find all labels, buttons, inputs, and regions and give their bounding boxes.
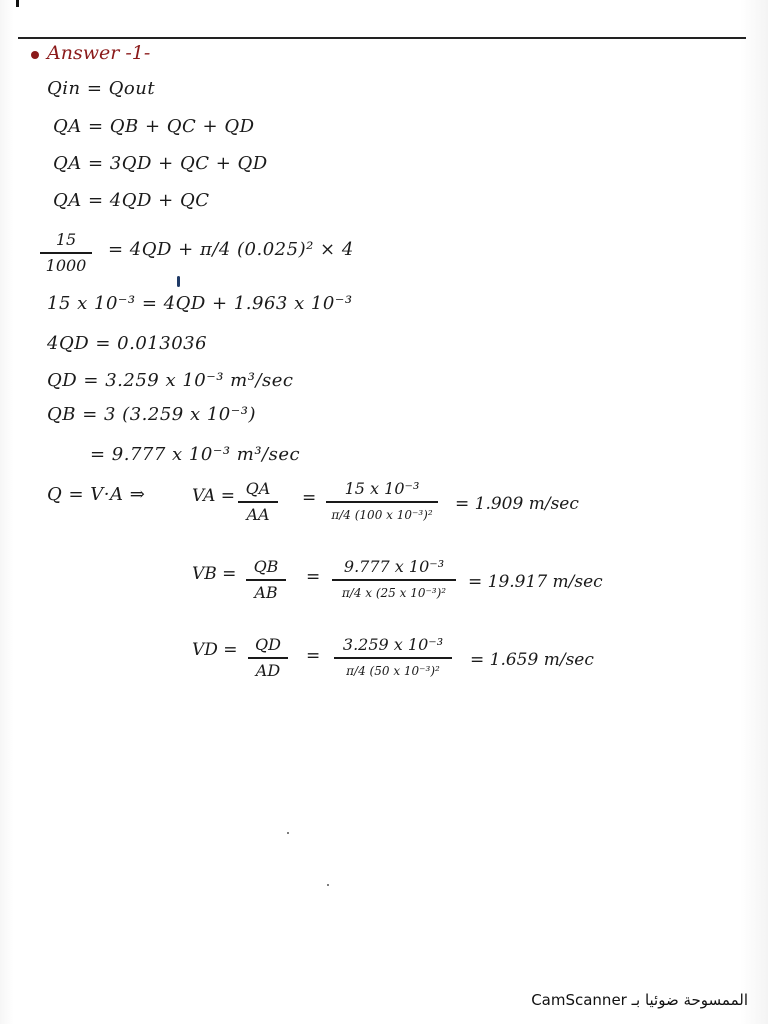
equals-sign: =: [306, 646, 321, 666]
fraction-numerator: QD: [255, 635, 281, 654]
velocity-fraction-numeric: [334, 634, 452, 682]
flow-equation-rhs: = 4QD + π/4 (0.025)² × 4: [108, 239, 354, 260]
fraction-bar: [326, 501, 438, 503]
step-line: 15 x 10⁻³ = 4QD + 1.963 x 10⁻³: [47, 293, 353, 314]
velocity-lhs: VB =: [192, 564, 237, 584]
bullet-icon: [31, 51, 39, 59]
fraction-bar: [248, 657, 288, 659]
fraction-bar: [246, 579, 286, 581]
fraction-denominator: 1000: [45, 255, 87, 275]
equals-sign: =: [302, 488, 317, 508]
step-line: QA = 3QD + QC + QD: [53, 153, 268, 174]
step-line: QA = 4QD + QC: [53, 190, 210, 211]
velocity-result: = 19.917 m/sec: [468, 572, 603, 592]
velocity-fraction-symbolic: [248, 634, 288, 682]
step-line: = 9.777 x 10⁻³ m³/sec: [90, 444, 301, 465]
fraction-bar: [238, 501, 278, 503]
velocity-fraction-symbolic: [238, 478, 278, 526]
velocity-fraction-symbolic: [246, 556, 286, 604]
fraction-denominator: π/4 x (25 x 10⁻³)²: [341, 585, 447, 600]
equals-sign: =: [306, 567, 321, 587]
step-line: QB = 3 (3.259 x 10⁻³): [47, 404, 256, 425]
header-rule: [18, 37, 746, 39]
corner-mark: [16, 0, 19, 7]
velocity-lhs: VD =: [192, 640, 238, 660]
step-line: 4QD = 0.013036: [47, 333, 208, 354]
step-line: Qin = Qout: [47, 78, 156, 99]
fraction-bar: [334, 657, 452, 659]
flow-fraction: [40, 229, 92, 277]
fraction-numerator: QB: [253, 557, 279, 576]
fraction-bar: [332, 579, 456, 581]
fraction-numerator: QA: [245, 479, 271, 498]
fraction-numerator: 9.777 x 10⁻³: [343, 557, 445, 576]
scanner-watermark: CamScanner الممسوحة ضوئيا بـ: [531, 991, 748, 1009]
step-line: QA = QB + QC + QD: [53, 116, 255, 137]
fraction-numerator: 3.259 x 10⁻³: [342, 635, 444, 654]
answer-title: Answer -1-: [47, 42, 151, 64]
continuity-prefix: Q = V·A ⇒: [47, 484, 146, 505]
fraction-denominator: π/4 (100 x 10⁻³)²: [331, 507, 433, 522]
fraction-denominator: π/4 (50 x 10⁻³)²: [346, 663, 440, 678]
fraction-bar: [40, 252, 92, 254]
fraction-numerator: 15: [55, 230, 77, 249]
step-line: QD = 3.259 x 10⁻³ m³/sec: [47, 370, 294, 391]
fraction-denominator: AA: [246, 504, 270, 524]
velocity-fraction-numeric: [326, 478, 438, 526]
fraction-denominator: AD: [255, 660, 281, 680]
ink-mark: [177, 276, 180, 287]
speck: [327, 884, 329, 886]
velocity-lhs: VA =: [192, 486, 236, 506]
speck: [287, 832, 289, 834]
velocity-fraction-numeric: [332, 556, 456, 604]
fraction-numerator: 15 x 10⁻³: [344, 479, 420, 498]
velocity-result: = 1.909 m/sec: [455, 494, 579, 514]
fraction-denominator: AB: [254, 582, 278, 602]
velocity-result: = 1.659 m/sec: [470, 650, 594, 670]
